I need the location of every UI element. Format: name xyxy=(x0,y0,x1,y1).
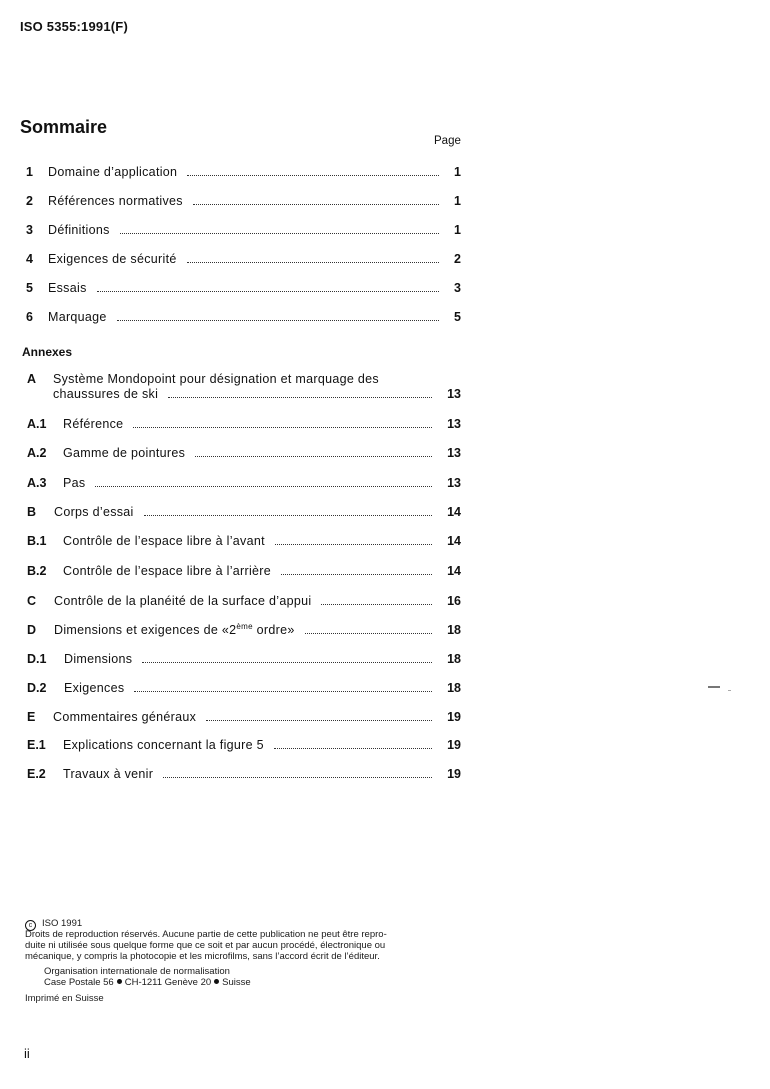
toc-title: Contrôle de l’espace libre à l’arrière xyxy=(63,564,272,578)
toc-number: A.1 xyxy=(27,417,47,431)
toc-title: Commentaires généraux xyxy=(53,710,197,724)
toc-number: B.2 xyxy=(27,564,47,578)
toc-entry-annex-a2[interactable] xyxy=(27,442,461,460)
organisation-name: Organisation internationale de normalisation xyxy=(44,966,230,977)
leader-dots xyxy=(193,203,439,205)
rights-line-3: mécanique, y compris la photocopie et les microfilms, sans l’accord écrit de l’éditeur. xyxy=(25,951,380,962)
toc-title: Pas xyxy=(63,476,86,490)
leader-dots xyxy=(274,747,432,749)
toc-entry-2[interactable] xyxy=(26,190,461,208)
leader-dots xyxy=(206,719,432,721)
rights-line-2: duite ni utilisée sous quelque forme que ce soit et par aucun procédé, électronique ou xyxy=(25,940,386,951)
toc-page: 1 xyxy=(454,165,461,179)
leader-dots xyxy=(305,632,432,634)
toc-number: A.2 xyxy=(27,446,47,460)
toc-title-part: ordre» xyxy=(252,623,295,637)
toc-number: B.1 xyxy=(27,534,47,548)
toc-number: 4 xyxy=(26,252,33,266)
toc-title: Références normatives xyxy=(48,194,183,208)
copyright-icon: c xyxy=(25,920,36,931)
toc-entry-annex-a[interactable] xyxy=(27,383,461,401)
toc-number: E.1 xyxy=(27,738,46,752)
toc-title: Définitions xyxy=(48,223,110,237)
toc-entry-annex-a1[interactable] xyxy=(27,413,461,431)
toc-title-line1: Système Mondopoint pour désignation et marquage des xyxy=(53,372,379,386)
toc-title: Essais xyxy=(48,281,87,295)
toc-number: E xyxy=(27,710,36,724)
page-column-header: Page xyxy=(434,135,461,147)
toc-entry-1[interactable] xyxy=(26,161,461,179)
toc-page: 1 xyxy=(454,194,461,208)
toc-number: 3 xyxy=(26,223,33,237)
toc-number: 5 xyxy=(26,281,33,295)
bullet-icon xyxy=(214,979,219,984)
toc-entry-5[interactable] xyxy=(26,277,461,295)
toc-entry-4[interactable] xyxy=(26,248,461,266)
bullet-icon xyxy=(117,979,122,984)
leader-dots xyxy=(321,603,432,605)
toc-title: Référence xyxy=(63,417,124,431)
toc-page: 19 xyxy=(447,710,461,724)
toc-page: 5 xyxy=(454,310,461,324)
toc-page: 18 xyxy=(447,623,461,637)
leader-dots xyxy=(187,174,439,176)
toc-title: Marquage xyxy=(48,310,107,324)
toc-entry-annex-b[interactable] xyxy=(27,501,461,519)
leader-dots xyxy=(120,232,439,234)
toc-title-part: Dimensions et exigences de «2 xyxy=(54,623,237,637)
toc-title: Explications concernant la figure 5 xyxy=(63,738,264,752)
toc-page: 13 xyxy=(447,417,461,431)
toc-number: C xyxy=(27,594,37,608)
toc-entry-annex-e2[interactable] xyxy=(27,763,461,781)
toc-title: Dimensions xyxy=(64,652,133,666)
toc-page: 14 xyxy=(447,564,461,578)
toc-number: D.1 xyxy=(27,652,47,666)
leader-dots xyxy=(168,396,432,398)
toc-page: 13 xyxy=(447,446,461,460)
leader-dots xyxy=(163,776,432,778)
annexes-heading: Annexes xyxy=(22,345,73,359)
toc-page: 19 xyxy=(447,767,461,781)
toc-entry-annex-b1[interactable] xyxy=(27,530,461,548)
toc-number: D xyxy=(27,623,37,637)
toc-entry-6[interactable] xyxy=(26,306,461,324)
printed-in: Imprimé en Suisse xyxy=(25,993,104,1004)
document-id: ISO 5355:1991(F) xyxy=(20,19,128,34)
address-part: Suisse xyxy=(222,977,251,988)
toc-page: 14 xyxy=(447,534,461,548)
address-part: Case Postale 56 xyxy=(44,977,114,988)
leader-dots xyxy=(97,290,439,292)
toc-entry-annex-d2[interactable] xyxy=(27,677,461,695)
toc-page: 18 xyxy=(447,681,461,695)
toc-number: D.2 xyxy=(27,681,47,695)
leader-dots xyxy=(144,514,432,516)
leader-dots xyxy=(142,661,432,663)
toc-entry-3[interactable] xyxy=(26,219,461,237)
leader-dots xyxy=(134,690,432,692)
toc-title: Contrôle de l’espace libre à l’avant xyxy=(63,534,265,548)
leader-dots xyxy=(117,319,439,321)
leader-dots xyxy=(195,455,432,457)
toc-title: Exigences xyxy=(64,681,125,695)
superscript: ème xyxy=(236,621,253,631)
toc-entry-annex-e1[interactable] xyxy=(27,734,461,752)
toc-number: A xyxy=(27,372,37,386)
toc-entry-annex-d[interactable] xyxy=(27,619,461,637)
toc-page: 18 xyxy=(447,652,461,666)
toc-entry-annex-b2[interactable] xyxy=(27,560,461,578)
toc-title: Corps d’essai xyxy=(54,505,134,519)
toc-page: 19 xyxy=(447,738,461,752)
toc-title: Contrôle de la planéité de la surface d’appui xyxy=(54,594,312,608)
leader-dots xyxy=(281,573,432,575)
toc-title: Travaux à venir xyxy=(63,767,154,781)
page-title: Sommaire xyxy=(20,117,108,137)
toc-number: B xyxy=(27,505,37,519)
toc-title: Exigences de sécurité xyxy=(48,252,177,266)
scan-artifact xyxy=(708,686,720,688)
rights-line-1: Droits de reproduction réservés. Aucune partie de cette publication ne peut être repro- xyxy=(25,929,387,940)
toc-page: 2 xyxy=(454,252,461,266)
leader-dots xyxy=(95,485,432,487)
toc-number: 1 xyxy=(26,165,33,179)
toc-entry-annex-c[interactable] xyxy=(27,590,461,608)
toc-page: 13 xyxy=(447,387,461,401)
toc-entry-annex-a3[interactable] xyxy=(27,472,461,490)
copyright-text: ISO 1991 xyxy=(42,918,83,929)
toc-title: Gamme de pointures xyxy=(63,446,186,460)
page-number: ii xyxy=(24,1046,30,1061)
toc-number: 6 xyxy=(26,310,33,324)
toc-page: 1 xyxy=(454,223,461,237)
toc-title: Domaine d’application xyxy=(48,165,178,179)
toc-number: 2 xyxy=(26,194,33,208)
toc-entry-annex-e[interactable] xyxy=(27,706,461,724)
toc-page: 13 xyxy=(447,476,461,490)
leader-dots xyxy=(133,426,432,428)
leader-dots xyxy=(275,543,432,545)
postal-address xyxy=(44,977,251,988)
toc-page: 3 xyxy=(454,281,461,295)
toc-number: E.2 xyxy=(27,767,46,781)
toc-title-line2: chaussures de ski xyxy=(53,387,159,401)
toc-number: A.3 xyxy=(27,476,47,490)
leader-dots xyxy=(187,261,439,263)
scan-artifact xyxy=(728,690,731,691)
toc-page: 16 xyxy=(447,594,461,608)
toc-entry-annex-d1[interactable] xyxy=(27,648,461,666)
toc-page: 14 xyxy=(447,505,461,519)
address-part: CH-1211 Genève 20 xyxy=(124,977,212,988)
toc-title xyxy=(54,623,295,637)
